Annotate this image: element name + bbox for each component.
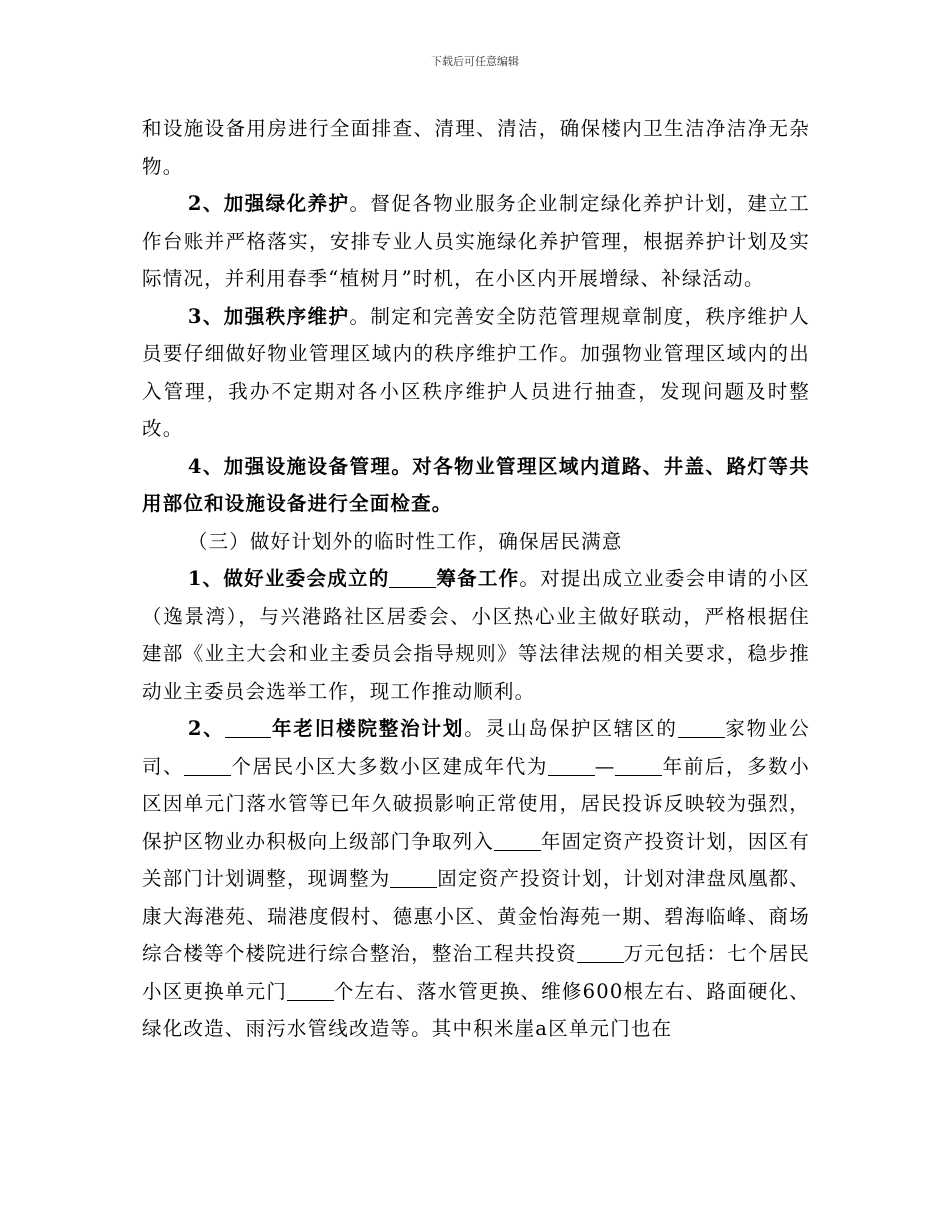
- renovation-text-4: —: [594, 754, 616, 778]
- renovation-text-9: 个左右、落水管更换、维修600根左右、路面硬化、绿化改造、雨污水管线改造等。其中积米崖a区单元门也在: [142, 979, 810, 1040]
- renovation-text-5: 年前后，多数小区因单元门落水管等已年久破损影响正常使用，居民投诉反映较为强烈，保护区物业办积极向上级部门争取列入: [142, 754, 810, 853]
- blank-underline: [225, 718, 272, 739]
- paragraph-cleaning: 和设施设备用房进行全面排查、清理、清洁，确保楼内卫生洁净洁净无杂物。: [142, 117, 810, 178]
- blank-underline: [548, 755, 595, 776]
- blank-underline: [390, 868, 437, 889]
- renovation-text-3: 个居民小区大多数小区建成年代为: [231, 754, 548, 778]
- paragraph-facilities: 4、加强设施设备管理。对各物业管理区域内道路、井盖、路灯等共用部位和设施设备进行全面检查。: [142, 454, 810, 515]
- document-body: [142, 110, 810, 1048]
- page-header: 下载后可任意编辑: [431, 55, 519, 68]
- paragraph-order: [142, 298, 810, 448]
- paragraph-greening: [142, 185, 810, 298]
- renovation-text-1: 。灵山岛保护区辖区的: [464, 717, 678, 740]
- paragraph-committee: [142, 560, 810, 710]
- order-text: 。制定和完善安全防范管理规章制度，秩序维护人员要仔细做好物业管理区域内的秩序维护工作。加强物业管理区域内的出入管理，我办不定期对各小区秩序维护人员进行抽查，发现问题及时整改。: [142, 304, 811, 440]
- renovation-text-7: 固定资产投资计划，计划对津盘凤凰都、康大海港苑、瑞港度假村、德惠小区、黄金怡海苑一期、碧海临峰、商场综合楼等个楼院进行综合整治，整治工程共投资: [142, 867, 810, 965]
- committee-heading-b: 筹备工作: [436, 567, 520, 590]
- renovation-heading-a: 2、: [187, 717, 225, 740]
- paragraph-renovation: [142, 710, 810, 1048]
- order-heading: 3、加强秩序维护: [187, 304, 350, 328]
- blank-underline: [615, 755, 662, 776]
- renovation-text-2: 家物业公司、: [142, 717, 810, 778]
- renovation-heading-b: 年老旧楼院整治计划: [271, 717, 465, 740]
- greening-heading: 2、加强绿化养护: [187, 192, 350, 215]
- blank-underline: [287, 980, 334, 1001]
- greening-text: 。督促各物业服务企业制定绿化养护计划，建立工作台账并严格落实，安排专业人员实施绿化养护管理，根据养护计划及实际情况，并利用春季“植树月”时机，在小区内开展增绿、补绿活动。: [142, 192, 811, 290]
- renovation-text-8: 万元包括：七个居民小区更换单元门: [142, 942, 810, 1003]
- committee-heading-a: 1、做好业委会成立的: [187, 567, 390, 590]
- blank-underline: [494, 830, 541, 851]
- blank-underline: [389, 568, 436, 589]
- committee-text: 。对提出成立业委会申请的小区（逸景湾），与兴港路社区居委会、小区热心业主做好联动，严格根据住建部《业主大会和业主委员会指导规则》等法律法规的相关要求，稳步推动业主委员会选举工作，现工作推动顺利。: [142, 567, 810, 703]
- blank-underline: [678, 718, 725, 739]
- blank-underline: [577, 943, 624, 964]
- section-heading-three: （三）做好计划外的临时性工作，确保居民满意: [187, 529, 623, 553]
- blank-underline: [184, 755, 231, 776]
- renovation-text-6: 年固定资产投资计划，因区有关部门计划调整，现调整为: [142, 829, 810, 890]
